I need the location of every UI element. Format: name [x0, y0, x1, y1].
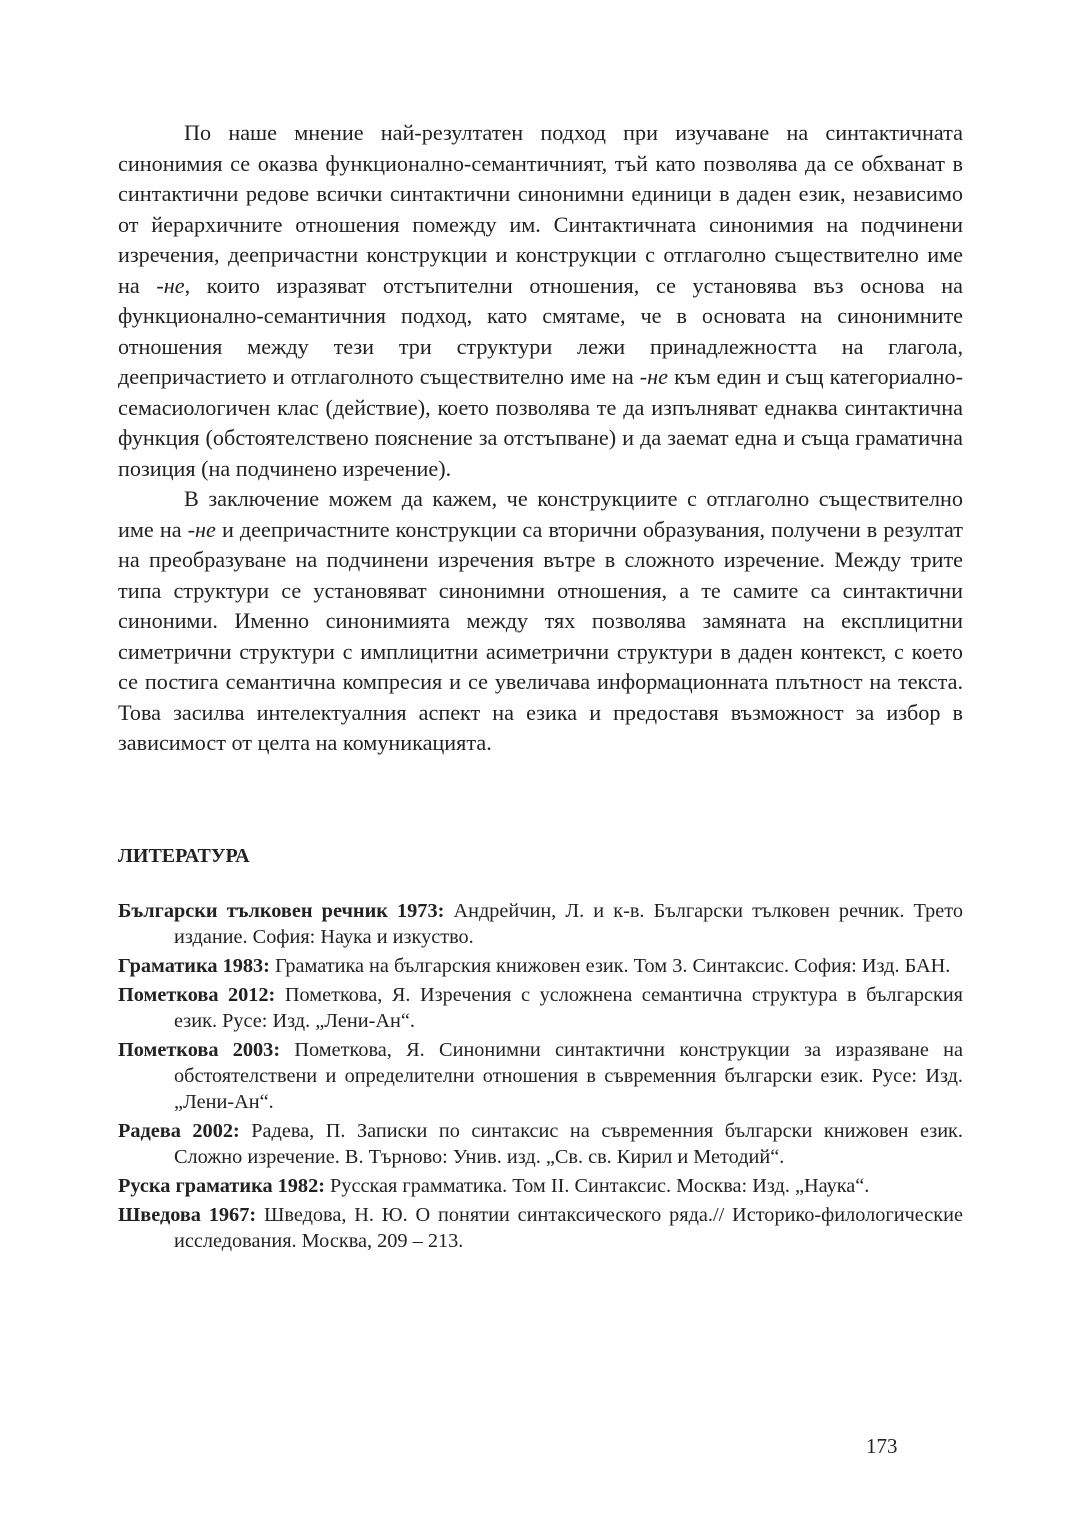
reference-text: Радева, П. Записки по синтаксис на съвременния български книжовен език. Сложно изречение. В. Търново: Унив. изд. „Св. св. Кирил и Методий“. — [174, 1120, 963, 1168]
paragraph-2-segment-1: В заключение можем да кажем, че конструкциите с отглаголно съществително име на — [118, 486, 963, 542]
paragraph-2 — [118, 484, 963, 759]
references-list — [118, 898, 963, 1257]
paragraph-2-segment-3: и деепричастните конструкции са вторични образувания, получени в резултат на преобразуване на подчинени изречения вътре в сложното изречение. Между трите типа структури се установяват синонимни отношения, а те самите са синтактични синоними. Именно синонимията между тях позволява замяната на експлицитни симетрични структури с имплицитни асиметрични структури в даден контекст, с което се постига семантична компресия и се увеличава информационната плътност на текста. Това засилва интелектуалния аспект на езика и предоставя възможност за избор в зависимост от целта на комуникацията. — [118, 516, 963, 755]
reference-key: Пометкова 2012: — [118, 984, 276, 1006]
reference-key: Пометкова 2003: — [118, 1039, 281, 1061]
reference-text: Андрейчин, Л. и к-в. Български тълковен речник. Трето издание. София: Наука и изкуство. — [174, 900, 963, 948]
paragraph-1-segment-4: -не — [639, 364, 669, 389]
reference-text: Русская грамматика. Том II. Синтаксис. Москва: Изд. „Наука“. — [324, 1175, 870, 1197]
reference-item — [118, 953, 963, 979]
references-heading: ЛИТЕРАТУРА — [118, 845, 250, 867]
page-number: 173 — [866, 1434, 898, 1458]
reference-key: Радева 2002: — [118, 1120, 240, 1142]
page-content — [118, 118, 963, 1252]
paragraph-2-segment-2: -не — [187, 516, 216, 542]
reference-text: Пометкова, Я. Синонимни синтактични конструкции за изразяване на обстоятелствени и определителни отношения в съвременния български език. Русе: Изд. „Лени-Ан“. — [174, 1039, 963, 1113]
reference-item — [118, 1118, 963, 1170]
reference-item — [118, 898, 963, 950]
reference-item — [118, 1037, 963, 1115]
paragraph-1-segment-3: , които изразяват отстъпителни отношения, се установява въз основа на функционално-семантичния подход, като смятаме, че в основата на синонимните отношения между тези три структури лежи принадлежността на глагола, деепричастието и отглаголното съществително име на — [118, 272, 963, 389]
paragraph-1-segment-1: По наше мнение най-резултатен подход при изучаване на синтактичната синонимия се оказва функционално-семантичният, тъй като позволява да се обхванат в синтактични редове всички синтактични синонимни единици в даден език, независимо от йерархичните отношения помежду им. Синтактичната синонимия на подчинени изречения, деепричастни конструкции и конструкции с отглаголно съществително име на — [118, 120, 963, 298]
body-text — [118, 118, 963, 759]
reference-key: Български тълковен речник 1973: — [118, 900, 445, 922]
reference-item — [118, 982, 963, 1034]
paragraph-1 — [118, 118, 963, 484]
reference-key: Руска граматика 1982: — [118, 1175, 325, 1197]
reference-key: Шведова 1967: — [118, 1204, 257, 1226]
reference-key: Граматика 1983: — [118, 955, 270, 977]
reference-text: Граматика на българския книжовен език. Том 3. Синтаксис. София: Изд. БАН. — [269, 955, 951, 977]
reference-item — [118, 1173, 963, 1199]
paragraph-1-segment-2: -не — [156, 272, 185, 298]
reference-item — [118, 1202, 963, 1254]
reference-text: Шведова, Н. Ю. О понятии синтаксического ряда.// Историко-филологические исследования. Москва, 209 – 213. — [174, 1204, 963, 1252]
paragraph-1-segment-5: към един и същ категориално-семасиологичен клас (действие), което позволява те да изпълняват еднаква синтактична функция (обстоятелствено пояснение за отстъпване) и да заемат една и съща граматична позиция (на подчинено изречение). — [118, 364, 963, 481]
reference-text: Пометкова, Я. Изречения с усложнена семантична структура в българския език. Русе: Изд. „Лени-Ан“. — [174, 984, 963, 1032]
